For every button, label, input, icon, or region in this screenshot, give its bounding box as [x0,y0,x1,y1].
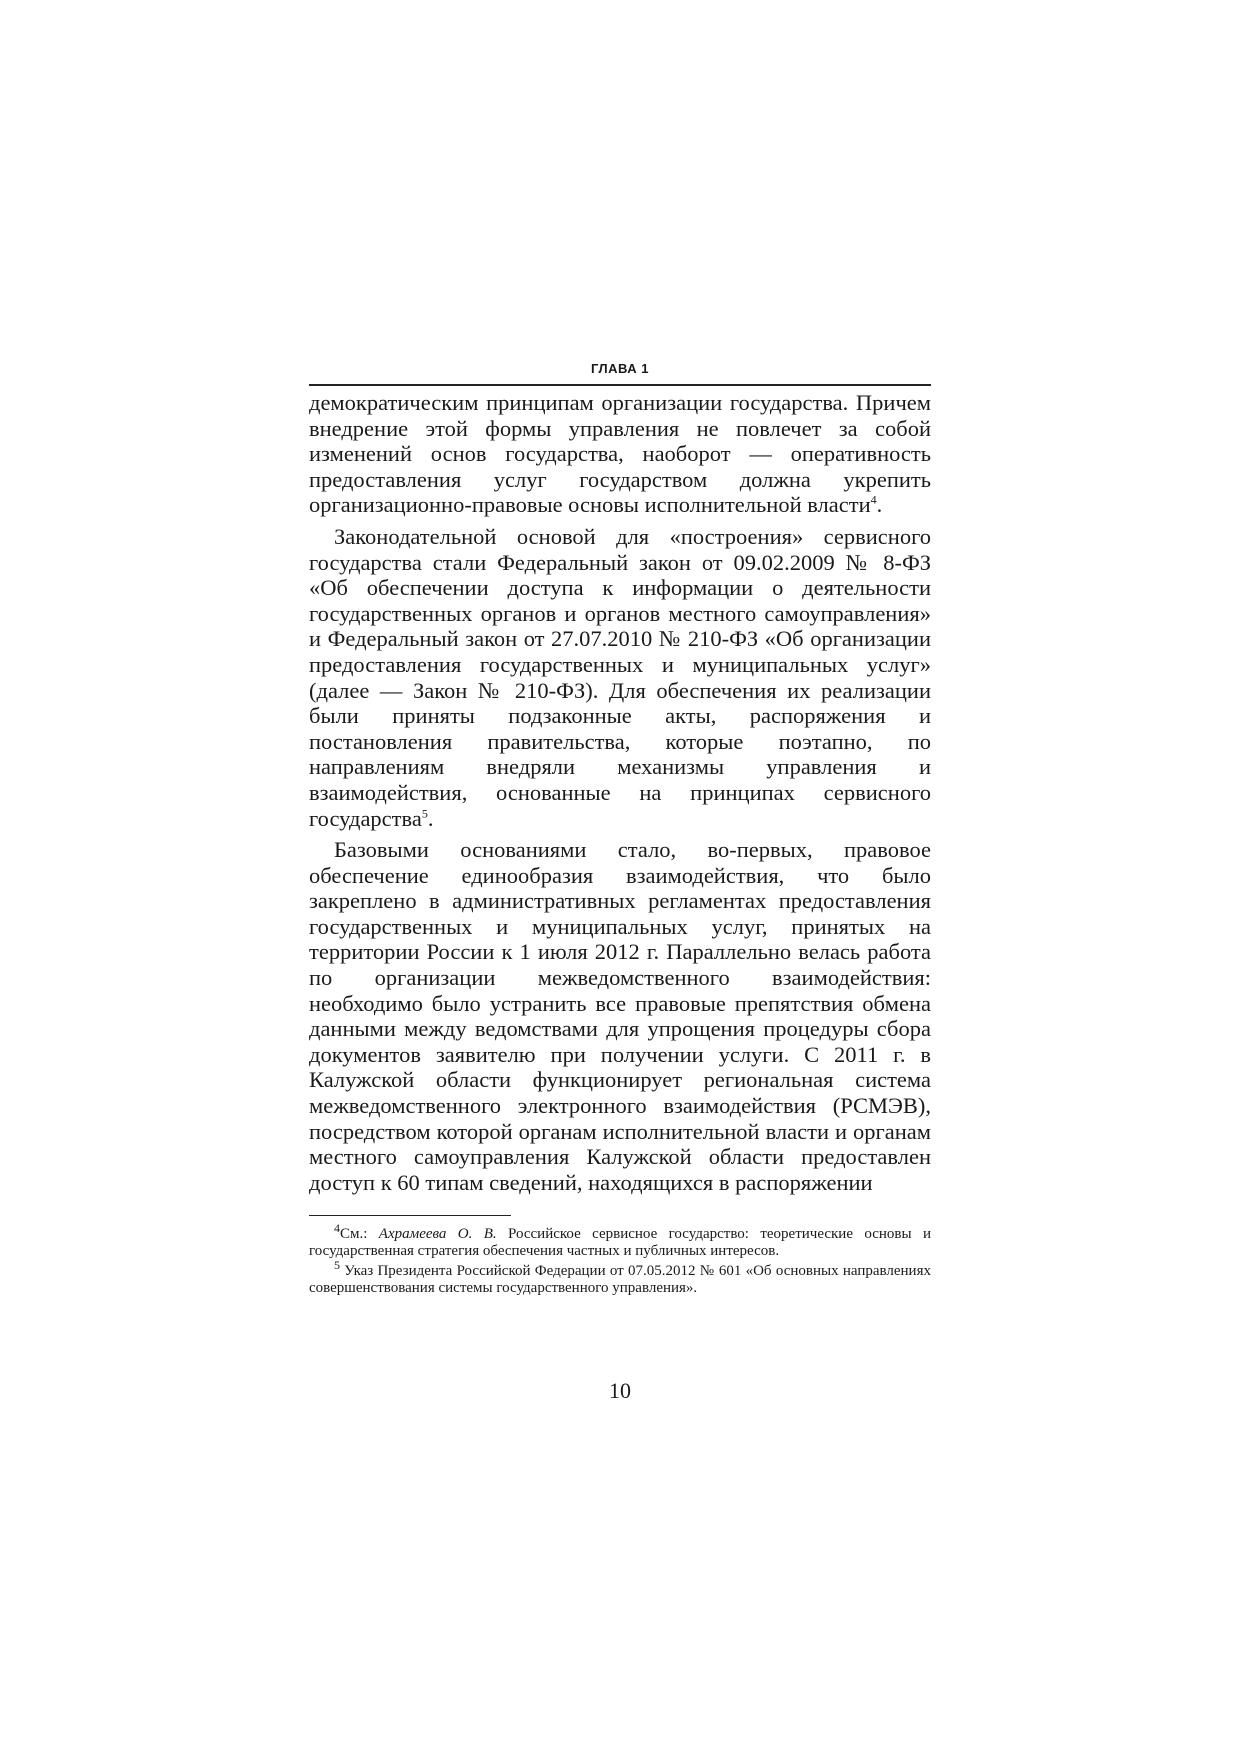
paragraph: Базовыми основаниями стало, во-первых, правовое обеспечение единообразия взаимодействия, что было закреплено в административных регламентах предоставления государственных и муниципальных услуг, принятых на территории России к 1 июля 2012 г. Параллельно велась работа по организации межведомственного взаимодействия: необходимо было устранить все правовые препятствия обмена данными между ведомствами для упрощения процедуры сбора документов заявителю при получении услуги. С 2011 г. в Калужской области функционирует региональная система межведомственного электронного взаимодействия (РСМЭВ), посредством которой органам исполнительной власти и органам местного самоуправления Калужской области предоставлен доступ к 60 типам сведений, находящихся в распоряжении [309,837,931,1195]
paragraph: демократическим принципам организации государства. Причем внедрение этой формы управления не повлечет за собой изменений основ государства, наоборот — оперативность предоставления услуг государством должна укрепить организационно-правовые основы исполнительной власти$^4$. [309,390,931,518]
footnote-number: 4 [334,1221,340,1236]
running-head: ГЛАВА 1 [590,361,650,376]
paragraph: Законодательной основой для «построения» сервисного государства стали Федеральный закон от 09.02.2009 № 8-ФЗ «Об обеспечении доступа к информации о деятельности государственных органов и органов местного самоуправления» и Федеральный закон от 27.07.2010 № 210-ФЗ «Об организации предоставления государственных и муниципальных услуг» (далее — Закон № 210-ФЗ). Для обеспечения их реализации были приняты подзаконные акты, распоряжения и постановления правительства, которые поэтапно, по направлениям внедряли механизмы управления и взаимодействия, основанные на принципах сервисного государства$^5$. [309,523,931,831]
footnote-number: 5 [334,1258,340,1273]
body-text [309,390,931,1195]
footnote: $^5$ Указ Президента Российской Федерации от 07.05.2012 № 601 «Об основных направлениях совершенствования системы государственного управления». [309,1258,931,1297]
footnote: $^4$См.: Ахрамеева О. В. Российское сервисное государство: теоретические основы и государственная стратегия обеспечения частных и публичных интересов. [309,1221,931,1260]
footnote-author: Ахрамеева О. В. [378,1226,497,1243]
header-rule [309,384,931,386]
footnotes [309,1221,931,1297]
page-number: 10 [609,1378,631,1403]
footnote-rule [309,1215,511,1216]
footnote-ref: 5 [421,806,428,820]
footnote-ref: 4 [870,492,877,507]
page [309,360,931,1297]
